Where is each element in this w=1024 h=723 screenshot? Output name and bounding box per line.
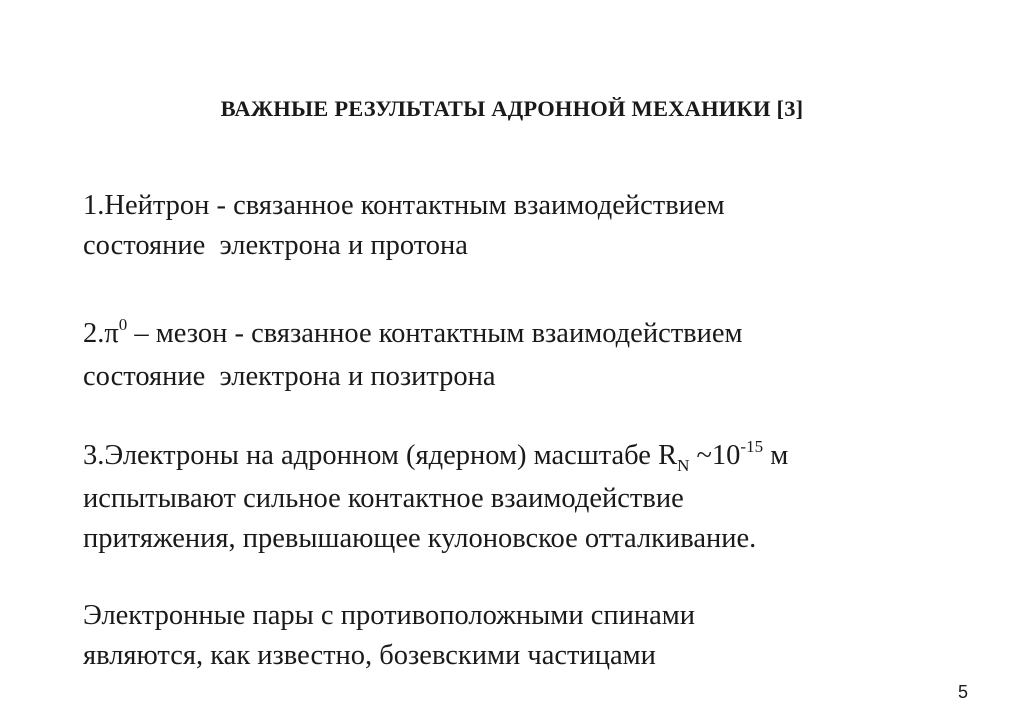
result-item-3 — [83, 436, 983, 559]
pion-charge-superscript: 0 — [118, 315, 128, 334]
result-item-2 — [83, 314, 983, 397]
pion-symbol: 2.π — [83, 318, 119, 349]
result-1-line-1: 1.Нейтрон - связанное контактным взаимодействием — [83, 190, 725, 221]
result-3-line-3: притяжения, превышающее кулоновское отталкивание. — [83, 523, 757, 554]
radius-subscript: N — [677, 456, 690, 475]
result-note — [83, 596, 983, 676]
result-2-line-1-text: – мезон - связанное контактным взаимодействием — [127, 318, 743, 349]
result-3-line-1-end: м — [763, 440, 789, 471]
result-1-line-2: состояние электрона и протона — [83, 230, 468, 261]
result-2-line-2: состояние электрона и позитрона — [83, 361, 496, 392]
note-line-2: являются, как известно, бозевскими частицами — [83, 640, 656, 671]
result-2-line-1 — [83, 314, 983, 357]
result-3-line-1-mid: ~10 — [689, 440, 741, 471]
slide-title: ВАЖНЫЕ РЕЗУЛЬТАТЫ АДРОННОЙ МЕХАНИКИ [3] — [220, 96, 804, 121]
result-item-1 — [83, 186, 983, 266]
note-line-1: Электронные пары с противоположными спинами — [83, 600, 696, 631]
page-number: 5 — [957, 682, 968, 702]
result-3-line-1-start: 3.Электроны на адронном (ядерном) масштабе R — [83, 440, 678, 471]
result-3-line-2: испытывают сильное контактное взаимодействие — [83, 483, 684, 514]
exponent-superscript: -15 — [740, 437, 764, 456]
result-3-line-1 — [83, 436, 983, 479]
